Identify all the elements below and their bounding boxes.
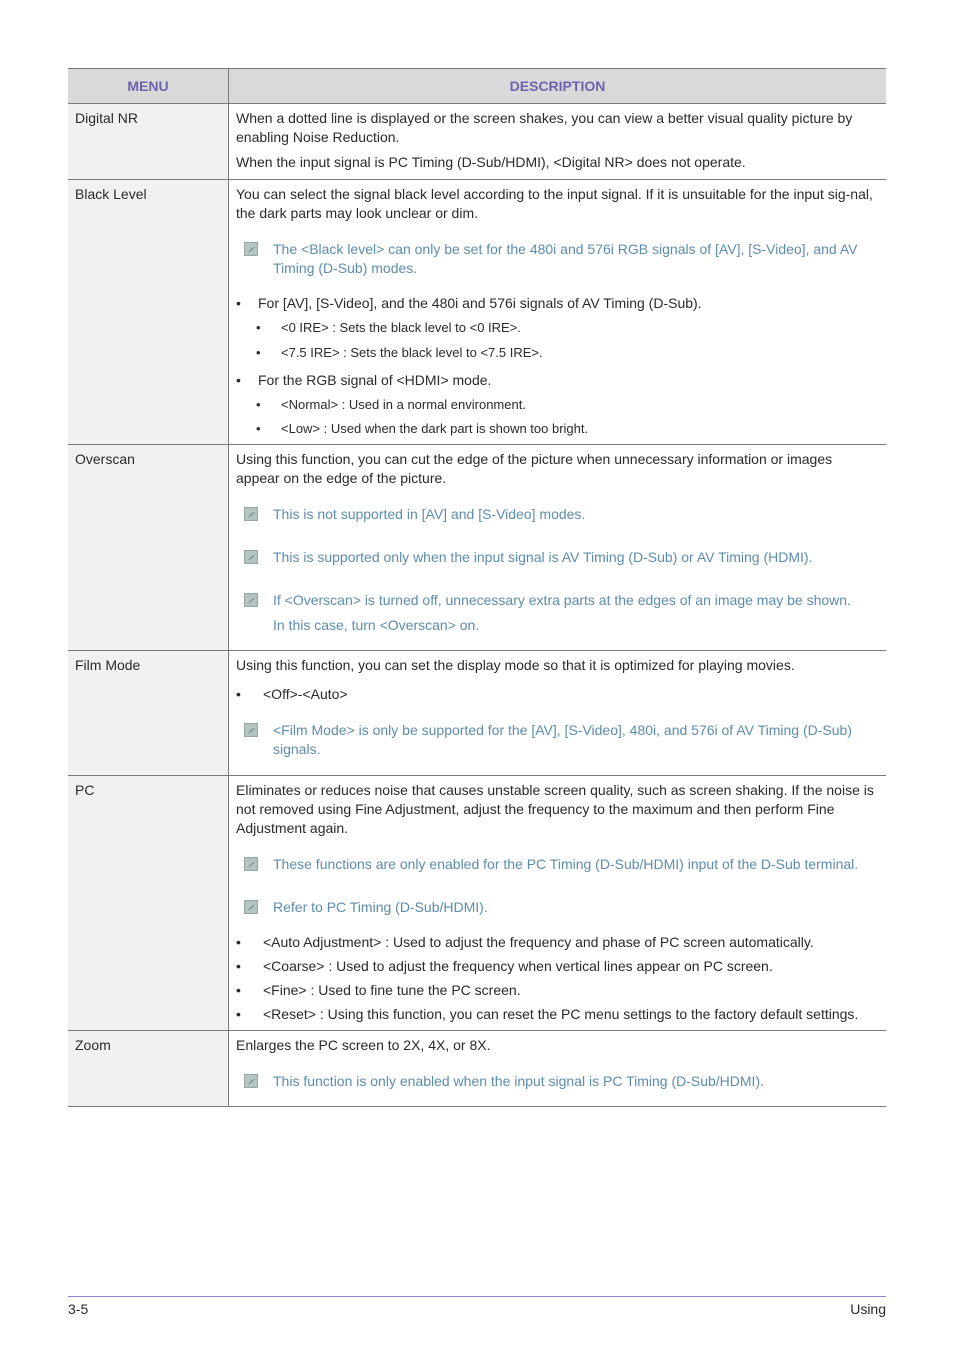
note-icon xyxy=(244,507,258,521)
bullet: • xyxy=(236,982,241,998)
paragraph: Enlarges the PC screen to 2X, 4X, or 8X. xyxy=(236,1037,491,1053)
header-menu: MENU xyxy=(68,69,229,103)
note-text: These functions are only enabled for the PC Timing (D-Sub/HDMI) input of the D-Sub terminal. xyxy=(273,856,859,872)
table-row xyxy=(68,180,886,445)
list-item-text: <Fine> : Used to fine tune the PC screen. xyxy=(263,982,521,998)
paragraph: Using this function, you can set the display mode so that it is optimized for playing movies. xyxy=(236,657,795,673)
section-name: Using xyxy=(850,1301,886,1317)
table-header xyxy=(68,69,886,104)
list-item xyxy=(236,371,876,390)
header-description: DESCRIPTION xyxy=(509,77,606,94)
note-text: This is not supported in [AV] and [S-Video] modes. xyxy=(273,506,586,522)
list-item-text: For [AV], [S-Video], and the 480i and 576i signals of AV Timing (D-Sub). xyxy=(258,295,702,311)
menu-cell: Zoom xyxy=(68,1031,229,1106)
note xyxy=(236,721,876,759)
bullet: • xyxy=(256,345,261,360)
note-body xyxy=(273,591,851,635)
list-item xyxy=(236,957,880,976)
bullet: • xyxy=(236,686,241,702)
table-row xyxy=(68,651,886,776)
note xyxy=(236,505,876,524)
bullet: • xyxy=(256,421,261,436)
list-item-text: <Auto Adjustment> : Used to adjust the frequency and phase of PC screen automatically. xyxy=(263,934,814,950)
list-item xyxy=(236,1005,880,1024)
note xyxy=(236,591,876,635)
description-cell xyxy=(229,651,886,775)
table-row xyxy=(68,104,886,180)
sub-list-item-text: <0 IRE> : Sets the black level to <0 IRE>. xyxy=(281,320,521,335)
note xyxy=(236,240,876,278)
list-item xyxy=(236,981,880,1000)
table-row xyxy=(68,1031,886,1107)
note-text: This function is only enabled when the input signal is PC Timing (D-Sub/HDMI). xyxy=(273,1073,764,1089)
bullet: • xyxy=(236,934,241,950)
note-icon xyxy=(244,900,258,914)
paragraph: When a dotted line is displayed or the screen shakes, you can view a better visual quality picture by enabling Noise Reduction. xyxy=(236,110,853,145)
note-icon xyxy=(244,593,258,607)
note-text: If <Overscan> is turned off, unnecessary extra parts at the edges of an image may be shown. xyxy=(273,592,851,608)
list-item-text: <Reset> : Using this function, you can reset the PC menu settings to the factory default settings. xyxy=(263,1006,859,1022)
list-item-text: <Off>-<Auto> xyxy=(263,686,348,702)
bullet: • xyxy=(236,1006,241,1022)
table-row xyxy=(68,776,886,1031)
sub-list-item-text: <7.5 IRE> : Sets the black level to <7.5 IRE>. xyxy=(281,345,543,360)
description-cell xyxy=(229,1031,886,1106)
list-item xyxy=(236,685,876,704)
bullet: • xyxy=(236,958,241,974)
note xyxy=(236,548,876,567)
paragraph: Using this function, you can cut the edge of the picture when unnecessary information or images appear on the edge of the picture. xyxy=(236,451,833,486)
menu-cell: Overscan xyxy=(68,445,229,650)
sub-list-item xyxy=(236,395,876,414)
page-number: 3-5 xyxy=(68,1301,89,1317)
bullet: • xyxy=(236,295,241,311)
note-text: Refer to PC Timing (D-Sub/HDMI). xyxy=(273,899,488,915)
paragraph: Eliminates or reduces noise that causes unstable screen quality, such as screen shaking. If the noise is not removed using Fine Adjustment, adjust the frequency to the maximum and then perform Fine Adjustment again. xyxy=(236,782,874,836)
list-item-text: For the RGB signal of <HDMI> mode. xyxy=(258,372,492,388)
list-item xyxy=(236,933,880,952)
note xyxy=(236,898,880,917)
sub-list-item xyxy=(236,318,876,337)
note xyxy=(236,855,880,874)
note xyxy=(236,1072,876,1091)
note-icon xyxy=(244,242,258,256)
description-cell xyxy=(229,180,886,444)
menu-cell: Black Level xyxy=(68,180,229,444)
paragraph: You can select the signal black level according to the input signal. If it is unsuitable for the input sig-nal, the dark parts may look unclear or dim. xyxy=(236,186,873,221)
note-text: This is supported only when the input signal is AV Timing (D-Sub) or AV Timing (HDMI). xyxy=(273,549,813,565)
bullet: • xyxy=(256,320,261,335)
menu-cell: Digital NR xyxy=(68,104,229,179)
description-cell xyxy=(229,104,886,179)
sub-list-item xyxy=(236,419,876,438)
bullet: • xyxy=(236,372,241,388)
note-icon xyxy=(244,857,258,871)
list-item-text: <Coarse> : Used to adjust the frequency when vertical lines appear on PC screen. xyxy=(263,958,773,974)
bullet: • xyxy=(256,397,261,412)
note-icon xyxy=(244,723,258,737)
settings-table xyxy=(68,68,886,1107)
sub-list-item xyxy=(236,343,876,362)
note-text: The <Black level> can only be set for the 480i and 576i RGB signals of [AV], [S-Video], and AV Timing (D-Sub) modes. xyxy=(273,241,858,276)
description-cell xyxy=(229,776,886,1030)
table-row xyxy=(68,445,886,651)
sub-list-item-text: <Normal> : Used in a normal environment. xyxy=(281,397,526,412)
note-text: <Film Mode> is only be supported for the [AV], [S-Video], 480i, and 576i of AV Timing (D-Sub) signals. xyxy=(273,722,852,757)
note-text: In this case, turn <Overscan> on. xyxy=(273,617,480,633)
menu-cell: Film Mode xyxy=(68,651,229,775)
menu-cell: PC xyxy=(68,776,229,1030)
note-icon xyxy=(244,550,258,564)
paragraph: When the input signal is PC Timing (D-Sub/HDMI), <Digital NR> does not operate. xyxy=(236,154,746,170)
sub-list-item-text: <Low> : Used when the dark part is shown too bright. xyxy=(281,421,589,436)
list-item xyxy=(236,294,876,313)
footer-divider xyxy=(68,1296,886,1297)
note-icon xyxy=(244,1074,258,1088)
description-cell xyxy=(229,445,886,650)
